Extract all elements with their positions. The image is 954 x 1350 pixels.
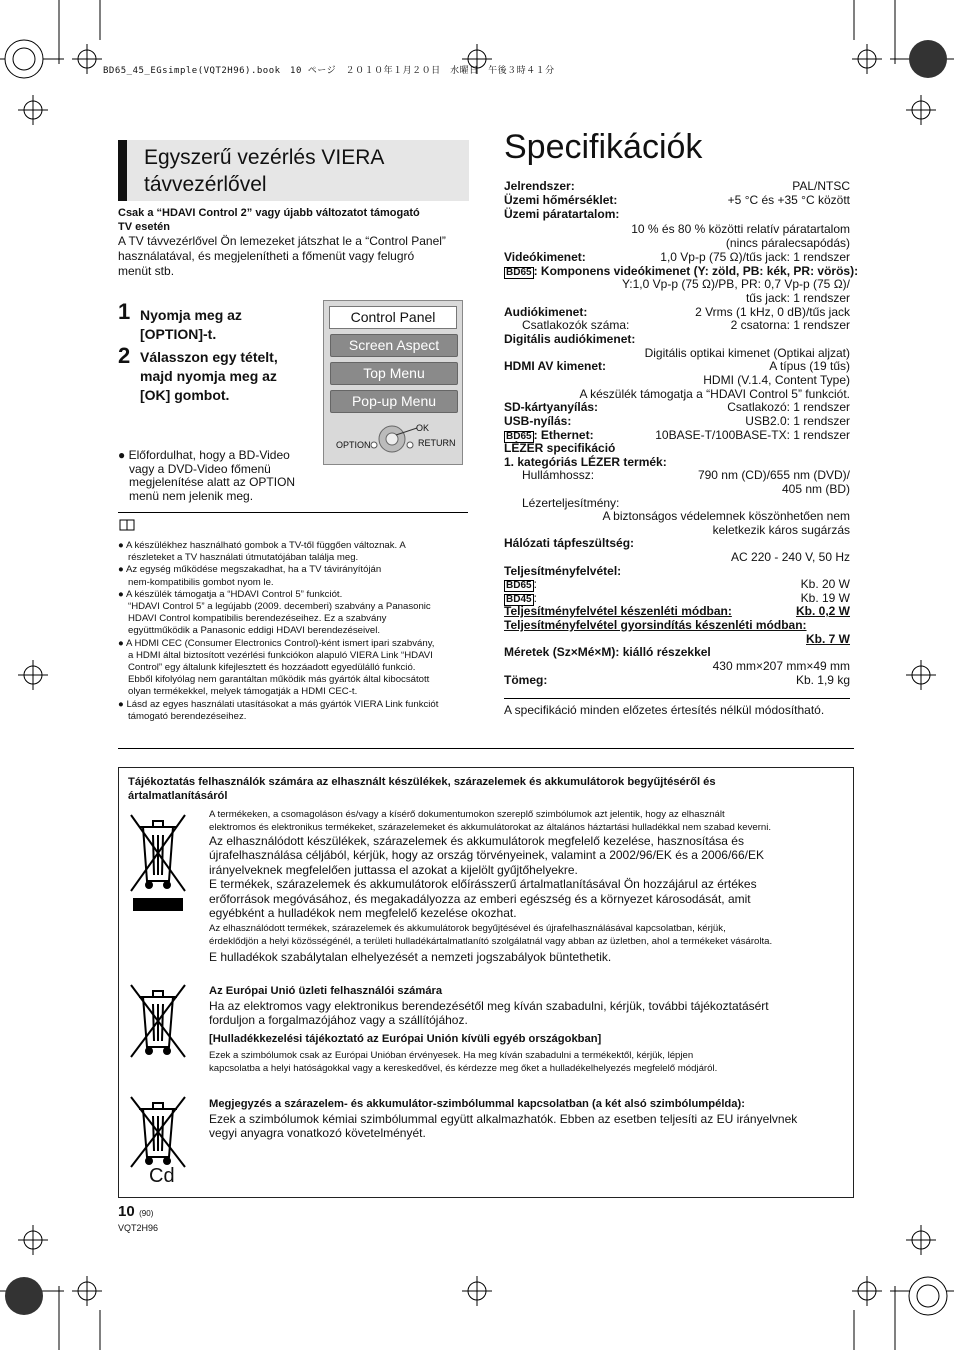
cd-symbol: Cd (149, 1165, 175, 1187)
bd-video-note: ● Előfordulhat, hogy a BD-Video vagy a DVD-Video főmenü megjelenítése alatt az OPTION menü nem jelenik meg. (118, 448, 296, 503)
top-menu-button: Top Menu (330, 362, 458, 385)
step2-number: 2 (118, 343, 131, 368)
crossed-bin-icon (127, 809, 189, 913)
intro-bold: Csak a “HDAVI Control 2” vagy újabb változatot támogató TV esetén (118, 207, 420, 233)
step1-text: Nyomja meg az [OPTION]-t. (140, 307, 242, 342)
ok-label: OK (416, 423, 430, 433)
section-title (118, 140, 469, 201)
notes-list (118, 540, 468, 723)
option-label: OPTION (336, 440, 371, 450)
bd45-tag: BD45 (506, 594, 532, 605)
spec-footer: A specifikáció minden előzetes értesítés nélkül módosítható. (504, 703, 825, 717)
control-panel-illustration (323, 300, 463, 465)
section-title-line2: távvezérlővel (144, 173, 267, 196)
popup-menu-button: Pop-up Menu (330, 390, 458, 413)
return-label: RETURN (418, 438, 456, 448)
book-icon (119, 519, 137, 532)
bd65-tag: BD65 (506, 580, 532, 591)
section-title-line1: Egyszerű vezérlés VIERA (144, 146, 385, 169)
control-panel-title: Control Panel (329, 306, 457, 329)
spec-divider (504, 698, 850, 699)
note-text: Ezek a szimbólumok kémiai szimbólummal együtt alkalmazhatók. Ebben az esetben teljesíti az EU irányelvnek vegyi anyagra vonatkozó követelményét. (209, 1112, 798, 1141)
crossed-bin-icon (127, 1093, 189, 1175)
screen-aspect-button: Screen Aspect (330, 334, 458, 357)
print-header: BD65_45_EGsimple(VQT2H96).book 10 ページ ２０１０年１月２０日 水曜日 午後３時４１分 (103, 66, 555, 76)
divider (118, 512, 468, 513)
note-item: ● A HDMI CEC (Consumer Electronics Control)-ként ismert ipari szabvány, a HDMI által biztosított vezérlési funkciókon alapuló VIERA Link “HDAVI Control” egy általunk kifejlesztett és hozzáadott egyedülálló funkció. Ebből kifolyólag nem garantáltan működik más gyártók által kibocsátott olyan termékekkel, melyek támogatják a HDMI CEC-t. (118, 637, 435, 698)
box-p2: E hulladékok szabálytalan elhelyezését a nemzeti jogszabályok büntethetik. (209, 950, 612, 964)
box-p2-small: Az elhasználódott termékek, szárazelemek és akkumulátorok begyűjtésével és újrafelhasználásával kapcsolatban, kérjük, érdeklődjön a helyi közösségénél, a területi hulladékártalmatlanító szolgálatnál vagy abban az üzletben, ahol a termékeket vásárolta. (209, 923, 773, 947)
note-item: ● Lásd az egyes használati utasításokat a más gyártók VIERA Link funkciót támogató berendezéseihez. (118, 698, 439, 722)
note-item: ● Az egység működése megszakadhat, ha a TV távirányítóján nem-kompatibilis gombot nyom le. (118, 564, 382, 588)
bd65-tag: BD65 (506, 267, 532, 278)
outside-eu-text: Ezek a szimbólumok csak az Európai Unióban érvényesek. Ha meg kíván szabadulni a termékektől, kérjük, lépjen kapcsolatba a helyi hatóságokkal vagy a kereskedővel, és kérdezze meg őket a hulladékelhelyezés megfelelő módjáról. (209, 1050, 718, 1075)
note-item: ● A készülékhez használható gombok a TV-től függően változnak. A részleteket a TV használati útmutatójában találja meg. (118, 540, 406, 564)
bd65-tag: BD65 (506, 431, 532, 442)
note-item: ● A készülék támogatja a “HDAVI Control 5” funkciót. “HDAVI Control 5” a legújabb (2009. decemberi) szabvány a Panasonic HDAVI Control kompatibilis berendezéseihez. Ez a szabvány együttműködik a Panasonic eddigi HDAVI berendezéseivel. (118, 588, 431, 637)
step2-text: Válasszon egy tételt, majd nyomja meg az [OK] gombot. (140, 349, 278, 403)
recycling-info-box (118, 767, 854, 1198)
outside-eu-title: [Hulladékkezelési tájékoztató az Európai Unión kívüli egyéb országokban] (209, 1033, 602, 1045)
eu-title: Az Európai Unió üzleti felhasználói számára (209, 985, 443, 997)
bullet-icon: ● (118, 448, 129, 462)
eu-text: Ha az elektromos vagy elektronikus berendezésétől meg kíván szabadulni, kérjük, további tájékoztatásért forduljon a forgalmazójához vagy a szállítójához. (209, 999, 769, 1028)
page-number: 10 (90) (118, 1203, 154, 1220)
crossed-bin-icon (127, 981, 189, 1061)
spec-title: Specifikációk (504, 128, 703, 166)
note-title: Megjegyzés a szárazelem- és akkumulátor-szimbólummal kapcsolatban (a két alsó szimbólumpélda): (209, 1098, 745, 1110)
box-p1: Az elhasználódott készülékek, szárazelemek és akkumulátorok megfelelő kezelése, hasznosítása és újrafelhasználása céljából, kérjük, hogy az ország törvényeinek, valamint a 2002/96/EK és a 2006/66/EK irányelveknek megfelelően juttassa el azokat a kijelölt gyűjtőhelyekre. E termékek, szárazelemek és akkumulátorok előírásszerű ártalmatlanításával Ön hozzájárul az értékes erőforrások megóvásához, és megakadályozza az emberi egészség és a környezet károsodását, amit egyébként a hulladékok nem megfelelő kezelése okozhat. (209, 834, 764, 921)
section-divider (118, 748, 854, 749)
intro-text: A TV távvezérlővel Ön lemezeket játszhat le a “Control Panel” használatával, és megjelenítheti a főmenüt vagy felugró menüt stb. (118, 234, 446, 278)
box-title: Tájékoztatás felhasználók számára az elhasznált készülékek, szárazelemek és akkumulátorok begyűjtéséről és ártalmatlanításáról (128, 776, 716, 802)
step1-number: 1 (118, 299, 131, 324)
box-p1-small: A termékeken, a csomagoláson és/vagy a kísérő dokumentumokon szereplő szimbólumok azt jelentik, hogy az elhasznált elektromos és elektronikus termékeket, szárazelemeket és akkumulátorokat az általános háztartási hulladékkal nem szabad keverni. (209, 809, 772, 833)
title-bar (118, 140, 127, 201)
doc-code: VQT2H96 (118, 1223, 159, 1233)
